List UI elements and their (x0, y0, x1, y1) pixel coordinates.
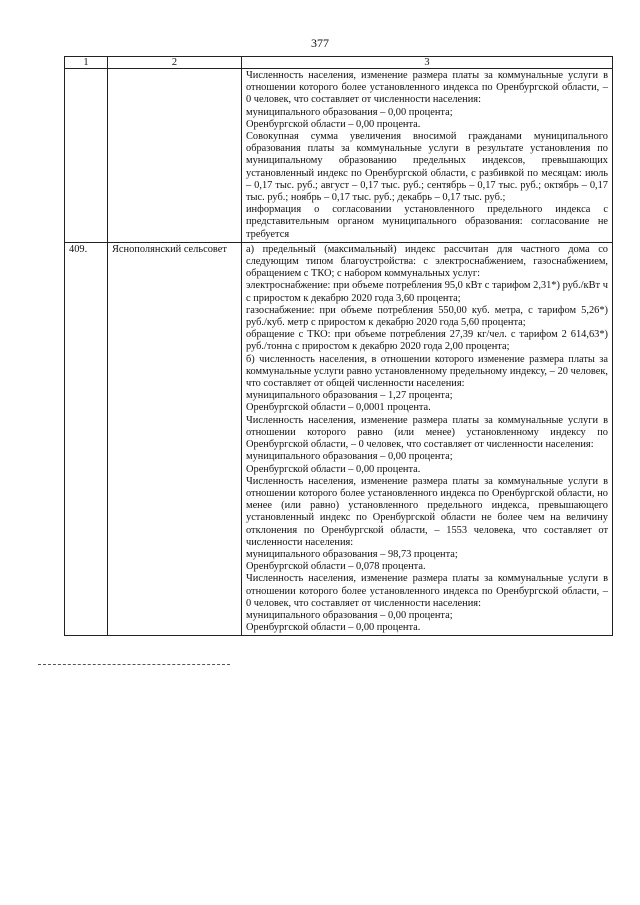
paragraph: обращение с ТКО: при объеме потребления 27,39 кг/чел. с тарифом 2 614,63*) руб./тонна с приростом к декабрю 2020 года 2,00 процента; (246, 329, 608, 353)
paragraph: Оренбургской области – 0,00 процента. (246, 463, 421, 475)
paragraph: электроснабжение: при объеме потребления 95,0 кВт с тарифом 2,31*) руб./кВт ч с приростом к декабрю 2020 года 3,60 процента; (246, 280, 608, 304)
row-number-cell: 409. (65, 242, 108, 636)
scan-artifact-dashed-line (38, 664, 230, 665)
settlement-cell (108, 69, 242, 243)
paragraph: Оренбургской области – 0,00 процента. (246, 118, 421, 130)
paragraph: Численность населения, изменение размера платы за коммунальные услуги в отношении которого более установленного индекса по Оренбургской области, – 0 человек, что составляет от численности населения: (246, 573, 608, 609)
paragraph: б) численность населения, в отношении которого изменение размера платы за коммунальные услуги равно установленному предельному индексу, – 20 человек, что составляет от общей численности населения: (246, 353, 608, 390)
paragraph: Численность населения, изменение размера платы за коммунальные услуги в отношении которого более установленного индекса по Оренбургской области, но менее (или равно) установленного предельного индекса, превышающего установленный индекс по Оренбургской области не более чем на величину отклонения по Оренбургской области, – 1553 человека, что составляет от численности населения: (246, 475, 608, 548)
paragraph: муниципального образования – 0,00 процента; (246, 451, 453, 463)
table-row-409 (65, 242, 613, 636)
paragraph: муниципального образования – 1,27 процента; (246, 390, 453, 402)
description-cell (242, 69, 613, 243)
table-row-continued (65, 69, 613, 243)
paragraph: информация о согласовании установленного предельного индекса с представительным органом муниципального образования: согласование не требуется (246, 204, 608, 240)
paragraph: муниципального образования – 0,00 процента; (246, 106, 453, 118)
paragraph: муниципального образования – 0,00 процента; (246, 609, 453, 621)
paragraph: Численность населения, изменение размера платы за коммунальные услуги в отношении которого равно (или менее) установленному индексу по Оренбургской области, – 0 человек, что составляет от численности населения: (246, 414, 608, 451)
paragraph: Численность населения, изменение размера платы за коммунальные услуги в отношении которого более установленного индекса по Оренбургской области, – 0 человек, что составляет от численности населения: (246, 70, 608, 106)
paragraph: муниципального образования – 98,73 процента; (246, 548, 458, 560)
page-number: 377 (311, 36, 329, 50)
header-col-2: 2 (108, 57, 242, 69)
settlement-cell: Яснополянский сельсовет (108, 242, 242, 636)
description-cell (242, 242, 613, 636)
header-col-3: 3 (242, 57, 613, 69)
header-col-1: 1 (65, 57, 108, 69)
paragraph: Оренбургской области – 0,0001 процента. (246, 402, 431, 414)
paragraph: Оренбургской области – 0,078 процента. (246, 561, 426, 573)
document-table (64, 56, 613, 636)
row-number-cell (65, 69, 108, 243)
paragraph: газоснабжение: при объеме потребления 550,00 куб. метра, с тарифом 5,26*) руб./куб. метр с приростом к декабрю 2020 года 5,60 процента; (246, 304, 608, 329)
paragraph: Совокупная сумма увеличения вносимой гражданами муниципального образования платы за коммунальные услуги в результате установления по муниципальному образованию предельных индексов, превышающих установленный индекс по Оренбургской области, с разбивкой по месяцам: июль – 0,17 тыс. руб.; август – 0,17 тыс. руб.; сентябрь – 0,17 тыс. руб.; октябрь – 0,17 тыс. руб.; ноябрь – 0,17 тыс. руб.; декабрь – 0,17 тыс. руб.; (246, 131, 608, 204)
paragraph: Оренбургской области – 0,00 процента. (246, 622, 421, 634)
paragraph: а) предельный (максимальный) индекс рассчитан для частного дома со следующим типом благоустройства: с электроснабжением, газоснабжением, обращением с ТКО; с набором коммунальных услуг: (246, 243, 608, 280)
table-header-row (65, 57, 613, 69)
